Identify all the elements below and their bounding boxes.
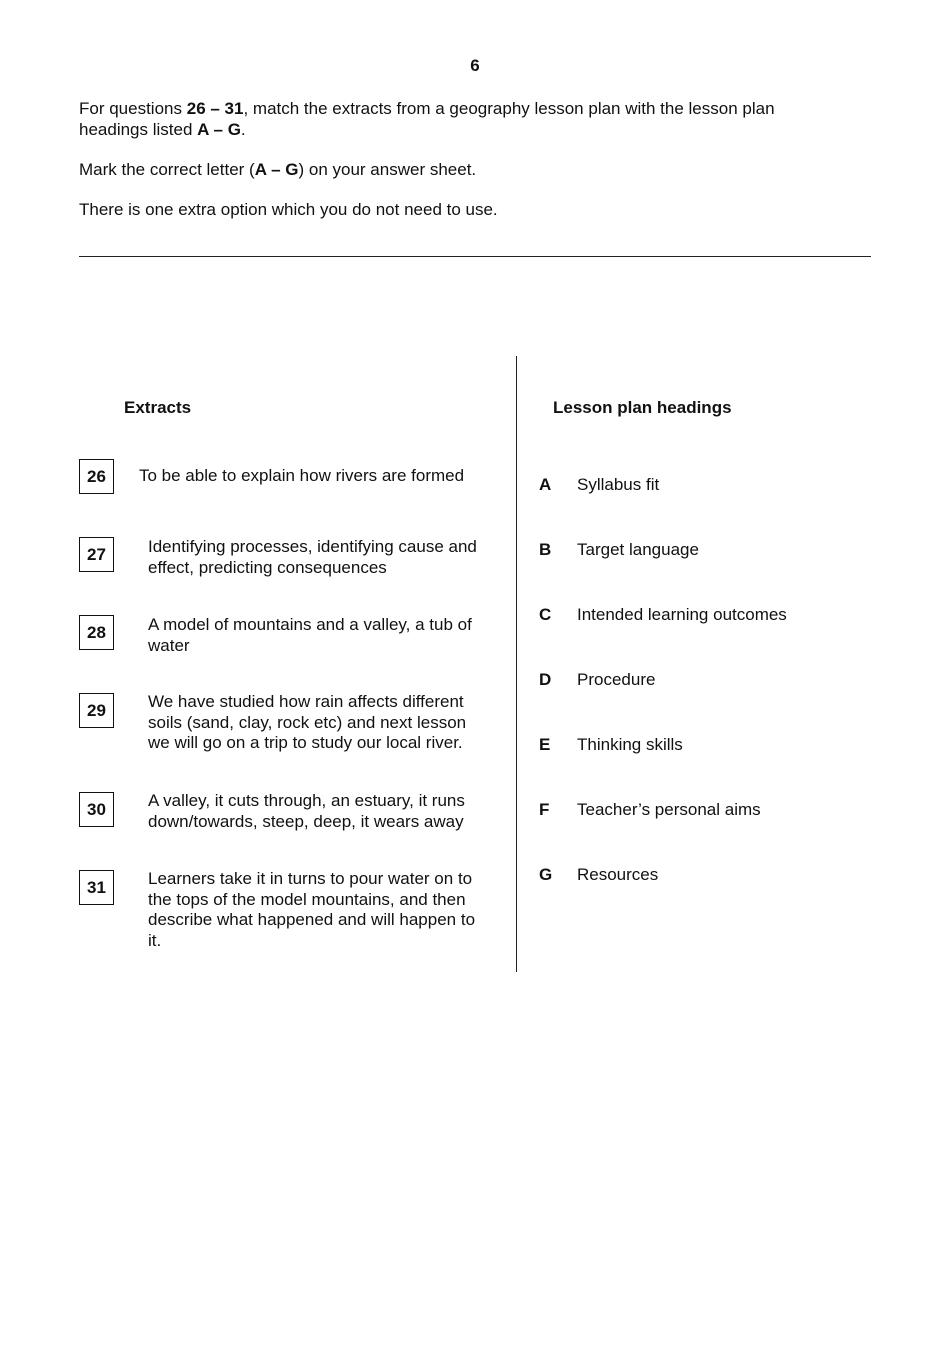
extract-text: Learners take it in turns to pour water on to the tops of the model mountains, and then describe what happened and will happen to it. bbox=[148, 869, 476, 950]
question-number-box: 29 bbox=[79, 693, 114, 728]
extract-text: A valley, it cuts through, an estuary, it runs down/towards, steep, deep, it wears away bbox=[148, 791, 465, 831]
instr-text: , match the extracts from a geography lesson plan with the lesson plan headings listed bbox=[79, 99, 775, 139]
option-letter: E bbox=[539, 735, 551, 754]
horizontal-divider bbox=[79, 256, 871, 257]
option-text: Syllabus fit bbox=[577, 475, 660, 494]
instructions-paragraph-1 bbox=[79, 98, 839, 140]
instructions-paragraph-2 bbox=[79, 159, 839, 180]
lesson-plan-headings-heading: Lesson plan headings bbox=[553, 398, 732, 417]
instr-text: . bbox=[240, 120, 246, 139]
question-number-box: 31 bbox=[79, 870, 114, 905]
column-divider bbox=[516, 356, 517, 972]
instr-text: For questions bbox=[79, 99, 187, 118]
instructions-paragraph-3: There is one extra option which you do not need to use. bbox=[79, 200, 498, 219]
question-number-box: 26 bbox=[79, 459, 114, 494]
option-text: Teacher’s personal aims bbox=[577, 800, 761, 819]
extract-text: A model of mountains and a valley, a tub of water bbox=[148, 615, 472, 655]
option-text: Procedure bbox=[577, 670, 656, 689]
question-number-box: 27 bbox=[79, 537, 114, 572]
option-text: Target language bbox=[577, 540, 699, 559]
instr-text: ) on your answer sheet. bbox=[298, 160, 477, 179]
extract-text: Identifying processes, identifying cause and effect, predicting consequences bbox=[148, 537, 477, 577]
option-letter: B bbox=[539, 540, 552, 559]
extract-text: To be able to explain how rivers are formed bbox=[139, 466, 465, 485]
question-number-box: 30 bbox=[79, 792, 114, 827]
option-letter: C bbox=[539, 605, 552, 624]
page-number: 6 bbox=[470, 56, 480, 75]
option-letter: A bbox=[539, 475, 552, 494]
option-text: Thinking skills bbox=[577, 735, 683, 754]
extracts-heading: Extracts bbox=[124, 398, 192, 417]
option-letter: F bbox=[539, 800, 550, 819]
letter-range: A – G bbox=[197, 120, 241, 139]
instr-text: Mark the correct letter ( bbox=[79, 160, 255, 179]
question-range: 26 – 31 bbox=[186, 99, 244, 118]
question-number-box: 28 bbox=[79, 615, 114, 650]
option-letter: D bbox=[539, 670, 552, 689]
option-text: Intended learning outcomes bbox=[577, 605, 787, 624]
option-text: Resources bbox=[577, 865, 659, 884]
option-letter: G bbox=[539, 865, 553, 884]
extract-text: We have studied how rain affects different soils (sand, clay, rock etc) and next lesson we will go on a trip to study our local river. bbox=[148, 692, 467, 752]
letter-range: A – G bbox=[254, 160, 299, 179]
